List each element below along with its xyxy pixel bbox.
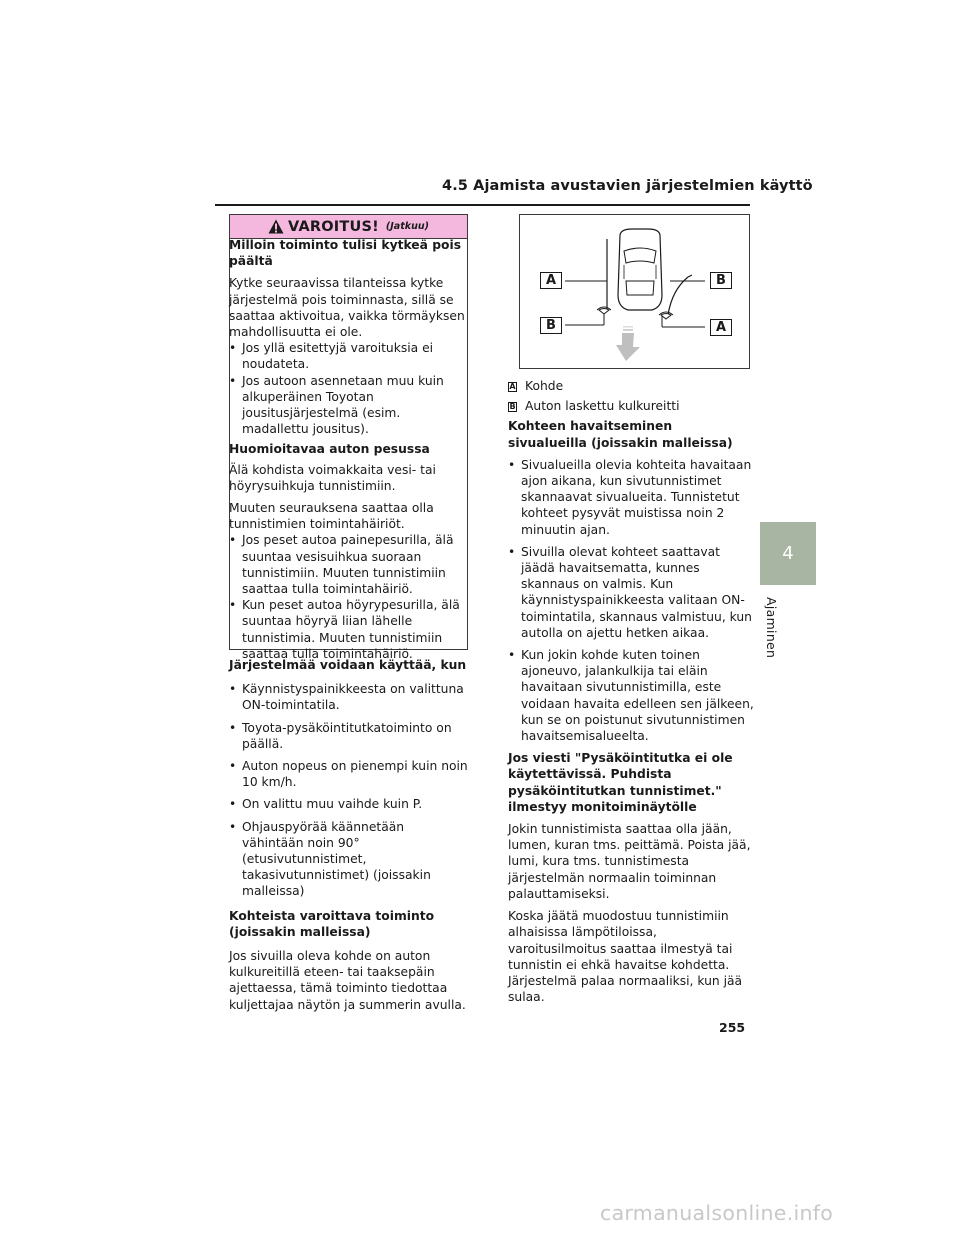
- list-item: • On valittu muu vaihde kuin P.: [229, 796, 469, 812]
- figure-label: B: [540, 317, 562, 334]
- warning-content: [229, 237, 465, 662]
- legend-key: A: [509, 382, 516, 391]
- list-item: • Sivuilla olevat kohteet saattavat jäädä havaitsematta, kunnes skannaus on valmis. Kun käynnistyspainikkeesta valitaan ON-toimintatila, skannaus valmistuu, kun autolla on ajettu hetken aikaa.: [508, 544, 754, 641]
- warning-heading-1: Milloin toiminto tulisi kytkeä pois päältä: [229, 238, 462, 269]
- parking-sensor-figure: [519, 214, 750, 369]
- legend-item: [508, 398, 754, 414]
- legend-text: Auton laskettu kulkureitti: [525, 399, 680, 414]
- heading-side-detection: Kohteen havaitseminen sivualueilla (joissakin malleissa): [508, 419, 733, 450]
- warning-triangle-icon: [268, 219, 284, 234]
- sensor-paragraph-2: Koska jäätä muodostuu tunnistimiin alhaisissa lämpötiloissa, varoitusilmoitus saattaa ilmestyä tai tunnistin ei ehkä havaitse kohdetta. Järjestelmä palaa normaaliksi, kun jää sulaa.: [508, 909, 743, 1005]
- list-item: • Sivualueilla olevia kohteita havaitaan ajon aikana, kun sivutunnistimet skannaavat sivualueita. Tunnistetut kohteet pysyvät muistissa noin 2 minuutin ajan.: [508, 457, 754, 538]
- warning-paragraph-1: Kytke seuraavissa tilanteissa kytke järjestelmä pois toiminnasta, sillä se saattaa aktivoitua, vaikka törmäyksen mahdollisuutta ei ole.: [229, 276, 465, 340]
- list-item: • Jos autoon asennetaan muu kuin alkuperäinen Toyotan jousitusjärjestelmä (esim. madallettu jousitus).: [229, 373, 465, 438]
- watermark: carmanualsonline.info: [600, 1201, 834, 1225]
- heading-operation-conditions: Järjestelmää voidaan käyttää, kun: [229, 658, 467, 672]
- chapter-tab: 4: [760, 522, 816, 585]
- list-item: • Käynnistyspainikkeesta on valittuna ON-toimintatila.: [229, 681, 469, 713]
- header-rule: [215, 204, 750, 206]
- heading-object-warning: Kohteista varoittava toiminto (joissakin malleissa): [229, 908, 435, 939]
- list-item: • Auton nopeus on pienempi kuin noin 10 km/h.: [229, 758, 469, 790]
- legend-text: Kohde: [525, 379, 564, 393]
- page-number: 255: [719, 1020, 746, 1035]
- legend-key: B: [509, 402, 516, 412]
- object-warning-paragraph: Jos sivuilla oleva kohde on auton kulkureitillä eteen- tai taaksepäin ajettaessa, tämä toiminto tiedottaa kuljettajaa näytön ja summerin avulla.: [229, 949, 466, 1012]
- list-item: • Toyota-pysäköintitutkatoiminto on päällä.: [229, 720, 469, 752]
- left-column: [229, 657, 469, 1013]
- warning-header: [230, 215, 467, 239]
- list-item: • Jos yllä esitettyjä varoituksia ei noudateta.: [229, 340, 465, 372]
- section-title: 4.5 Ajamista avustavien järjestelmien käyttö: [442, 178, 813, 194]
- warning-subtitle: (Jatkuu): [385, 221, 429, 232]
- list-item: • Jos peset autoa painepesurilla, älä suuntaa vesisuihkua suoraan tunnistimiin. Muuten tunnistimiin saattaa tulla toimintahäiriö.: [229, 532, 465, 597]
- warning-paragraph-2: Älä kohdista voimakkaita vesi- tai höyrysuihkuja tunnistimiin.: [229, 462, 436, 493]
- warning-paragraph-3: Muuten seurauksena saattaa olla tunnistimien toimintahäiriöt.: [229, 501, 434, 532]
- warning-heading-2: Huomioitavaa auton pesussa: [229, 442, 430, 457]
- figure-label: B: [710, 272, 732, 289]
- legend-item: [508, 378, 754, 394]
- sensor-paragraph-1: Jokin tunnistimista saattaa olla jään, lumen, kuran tms. peittämä. Poista jää, lumi, kura tms. tunnistimesta järjestelmän normaalin toiminnan palauttamiseksi.: [508, 822, 751, 901]
- figure-label: A: [540, 272, 562, 289]
- chapter-label: Ajaminen: [764, 597, 779, 659]
- figure-label: A: [710, 319, 732, 336]
- heading-sensor-message: Jos viesti "Pysäköintitutka ei ole käytettävissä. Puhdista pysäköintitutkan tunnistimet." ilmestyy monitoiminäytölle: [508, 751, 733, 814]
- car-diagram: [520, 215, 749, 368]
- list-item: • Kun jokin kohde kuten toinen ajoneuvo, jalankulkija tai eläin havaitaan sivutunnistimilla, este voidaan havaita edelleen sen jälkeen, kun se on poistunut sivutunnistimen havaitsemisalueelta.: [508, 647, 754, 744]
- warning-title: VAROITUS!: [288, 218, 379, 235]
- list-item: • Kun peset autoa höyrypesurilla, älä suuntaa höyryä liian lähelle tunnistimia. Muuten tunnistimiin saattaa tulla toimintahäiriö.: [229, 597, 465, 662]
- list-item: • Ohjauspyörää käännetään vähintään noin 90° (etusivutunnistimet, takasivutunnistimet) (joissakin malleissa): [229, 819, 469, 900]
- right-column: [508, 378, 754, 1005]
